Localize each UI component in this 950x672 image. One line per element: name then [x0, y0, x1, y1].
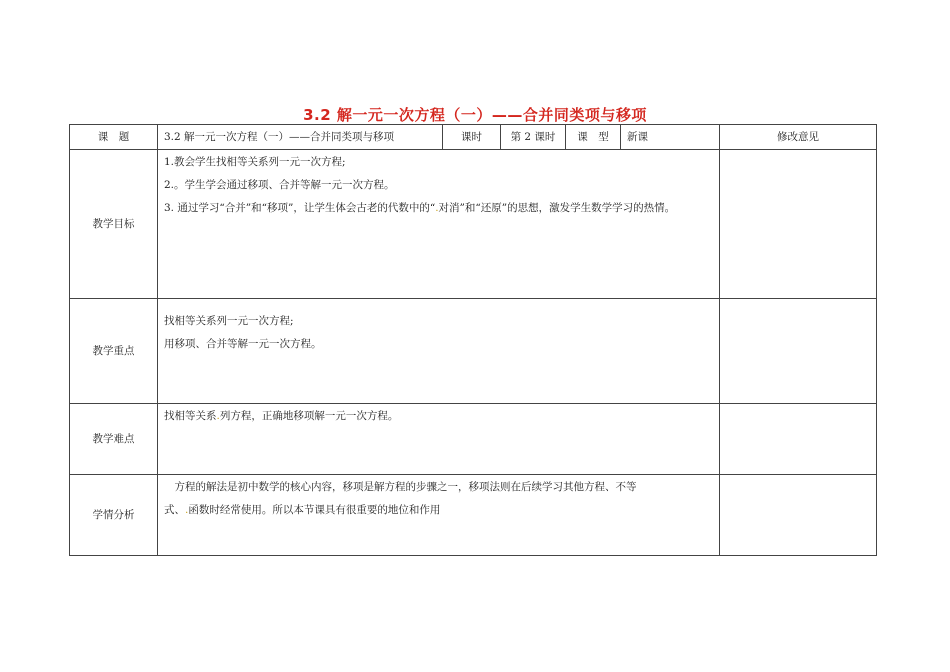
type-label: 课 型 — [566, 125, 621, 150]
analysis-row — [70, 475, 877, 556]
page-title: 3.2 解一元一次方程（一）——合并同类项与移项 — [303, 106, 647, 124]
analysis-content — [158, 475, 720, 556]
goals-content — [158, 150, 720, 299]
analysis-label: 学情分析 — [70, 475, 158, 556]
insert-mark: . — [185, 504, 189, 516]
goals-revision-cell — [720, 150, 877, 299]
goals-row — [70, 150, 877, 299]
goal-line-1: 1.教会学生找相等关系列一元一次方程; — [164, 156, 346, 168]
difficulty-content — [158, 404, 720, 475]
goal-line-3 — [164, 200, 713, 216]
analysis-revision-cell — [720, 475, 877, 556]
difficulty-revision-cell — [720, 404, 877, 475]
revision-label: 修改意见 — [720, 125, 877, 150]
goal-line-3a: 3. 通过学习“合并”和“移项”，让学生体会古老的代数中的“ — [164, 202, 436, 214]
insert-mark: . — [216, 410, 220, 422]
goals-label: 教学目标 — [70, 150, 158, 299]
goal-line-2: 2.。学生学会通过移项、合并等解一元一次方程。 — [164, 179, 395, 191]
difficulty-text-a: 找相等关系 — [164, 410, 217, 422]
lesson-plan-table — [69, 124, 877, 556]
subject-value: 3.2 解一元一次方程（一）——合并同类项与移项 — [158, 125, 443, 150]
key-row — [70, 299, 877, 404]
key-revision-cell — [720, 299, 877, 404]
analysis-line-2a: 式、 — [164, 504, 185, 516]
key-line-2: 用移项、合并等解一元一次方程。 — [164, 338, 322, 350]
insert-mark: . — [435, 202, 439, 214]
key-label: 教学重点 — [70, 299, 158, 404]
period-value: 第 2 课时 — [501, 125, 566, 150]
analysis-line-1: 方程的解法是初中数学的核心内容，移项是解方程的步骤之一，移项法则在后续学习其他方程、不等 — [164, 481, 637, 493]
difficulty-text-b: 列方程，正确地移项解一元一次方程。 — [219, 410, 399, 422]
header-row — [70, 125, 877, 150]
difficulty-line — [164, 408, 713, 424]
key-line-1: 找相等关系列一元一次方程; — [164, 315, 294, 327]
period-label: 课时 — [443, 125, 501, 150]
type-value: 新课 — [621, 125, 720, 150]
goal-line-3b: 对消”和“还原”的思想，激发学生数学学习的热情。 — [438, 202, 676, 214]
analysis-line-2 — [164, 502, 713, 518]
difficulty-row — [70, 404, 877, 475]
analysis-line-2b: 函数时经常使用。所以本节课具有很重要的地位和作用 — [188, 504, 441, 516]
subject-label: 课 题 — [70, 125, 158, 150]
key-content — [158, 299, 720, 404]
difficulty-label: 教学难点 — [70, 404, 158, 475]
